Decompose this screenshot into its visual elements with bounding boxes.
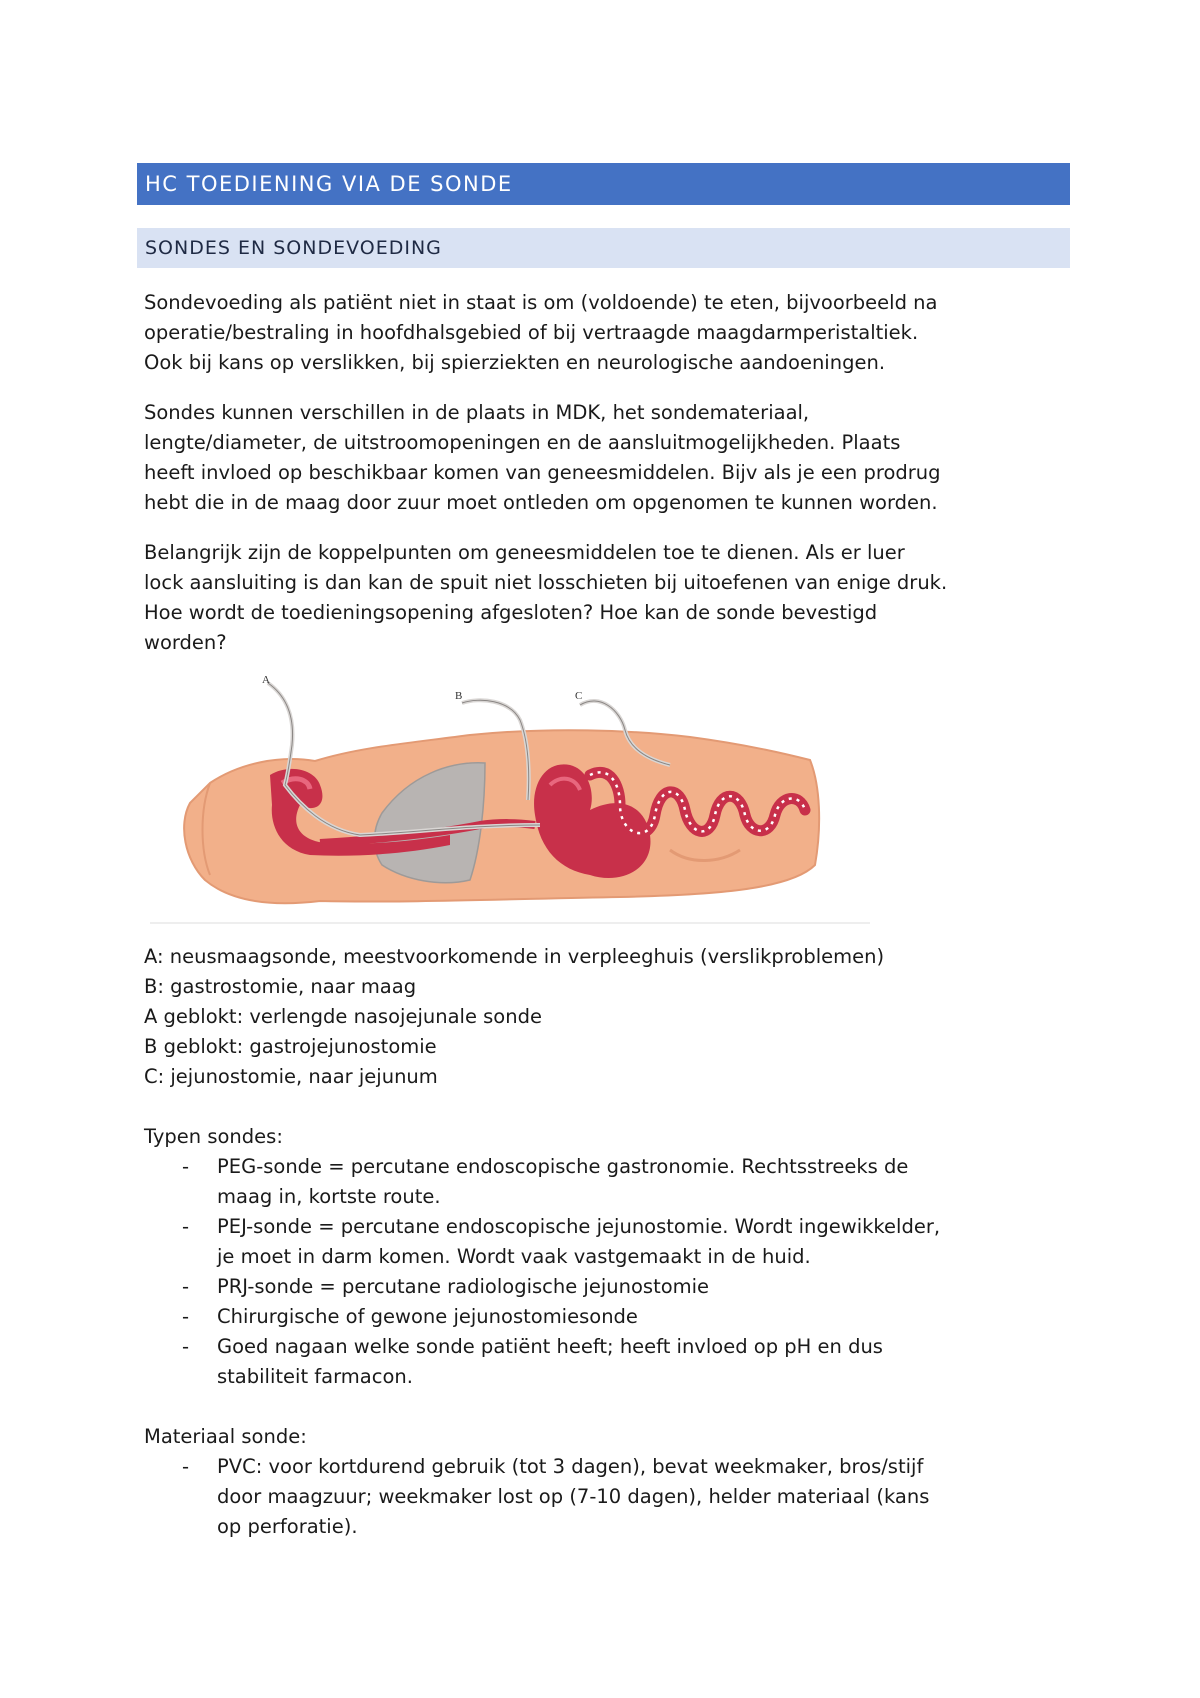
list-item (144, 1152, 1074, 1212)
bullet-dash: - (182, 1335, 190, 1358)
material-list (144, 1422, 1074, 1542)
list-item-line: PRJ-sonde = percutane radiologische jejunostomie (217, 1275, 710, 1298)
paragraph-1 (144, 288, 1074, 378)
types-list (144, 1122, 1074, 1392)
paragraph-line: operatie/bestraling in hoofdhalsgebied of bij vertraagde maagdarmperistaltiek. (144, 321, 919, 344)
paragraph-line: lock aansluiting is dan kan de spuit niet losschieten bij uitoefenen van enige druk. (144, 571, 948, 594)
paragraph-line: lengte/diameter, de uitstroomopeningen en de aansluitmogelijkheden. Plaats (144, 431, 901, 454)
heading-1: HC TOEDIENING VIA DE SONDE (137, 163, 1070, 205)
label-c: C (575, 690, 583, 702)
paragraph-line: worden? (144, 631, 227, 654)
bullet-dash: - (182, 1305, 190, 1328)
list-item-line: Goed nagaan welke sonde patiënt heeft; heeft invloed op pH en dus (217, 1335, 883, 1358)
list-item (144, 1272, 1074, 1302)
list-item-line: door maagzuur; weekmaker lost op (7-10 dagen), helder materiaal (kans (217, 1485, 930, 1508)
list-item-line: je moet in darm komen. Wordt vaak vastgemaakt in de huid. (217, 1245, 811, 1268)
bullet-dash: - (182, 1155, 190, 1178)
label-a: A (262, 675, 270, 686)
bullet-dash: - (182, 1275, 190, 1298)
legend-line: A: neusmaagsonde, meestvoorkomende in verpleeghuis (verslikproblemen) (144, 945, 885, 968)
legend-line: C: jejunostomie, naar jejunum (144, 1065, 438, 1088)
list-item (144, 1452, 1074, 1542)
paragraph-line: heeft invloed op beschikbaar komen van geneesmiddelen. Bijv als je een prodrug (144, 461, 941, 484)
heading-2: SONDES EN SONDEVOEDING (137, 228, 1070, 268)
legend-line: B: gastrostomie, naar maag (144, 975, 417, 998)
label-b: B (455, 690, 463, 702)
legend-line: B geblokt: gastrojejunostomie (144, 1035, 437, 1058)
figure-legend (144, 942, 1074, 1092)
paragraph-line: Sondevoeding als patiënt niet in staat is om (voldoende) te eten, bijvoorbeeld na (144, 291, 938, 314)
paragraph-2 (144, 398, 1074, 518)
list-item-line: PVC: voor kortdurend gebruik (tot 3 dagen), bevat weekmaker, bros/stijf (217, 1455, 924, 1478)
paragraph-line: Hoe wordt de toedieningsopening afgesloten? Hoe kan de sonde bevestigd (144, 601, 878, 624)
paragraph-line: Belangrijk zijn de koppelpunten om geneesmiddelen toe te dienen. Als er luer (144, 541, 905, 564)
list-item-line: op perforatie). (217, 1515, 358, 1538)
paragraph-line: Ook bij kans op verslikken, bij spierziekten en neurologische aandoeningen. (144, 351, 886, 374)
paragraph-3 (144, 538, 1074, 658)
paragraph-line: hebt die in de maag door zuur moet ontleden om opgenomen te kunnen worden. (144, 491, 938, 514)
paragraph-line: Sondes kunnen verschillen in de plaats in MDK, het sondemateriaal, (144, 401, 810, 424)
bullet-dash: - (182, 1455, 190, 1478)
list-item (144, 1212, 1074, 1272)
material-title: Materiaal sonde: (144, 1425, 307, 1448)
legend-line: A geblokt: verlengde nasojejunale sonde (144, 1005, 542, 1028)
list-item-line: PEJ-sonde = percutane endoscopische jejunostomie. Wordt ingewikkelder, (217, 1215, 941, 1238)
list-item-line: maag in, kortste route. (217, 1185, 441, 1208)
list-item (144, 1332, 1074, 1392)
feeding-tube-illustration (150, 675, 870, 925)
list-item-line: stabiliteit farmacon. (217, 1365, 413, 1388)
list-item (144, 1302, 1074, 1332)
list-item-line: Chirurgische of gewone jejunostomiesonde (217, 1305, 638, 1328)
types-title: Typen sondes: (144, 1125, 283, 1148)
bullet-dash: - (182, 1215, 190, 1238)
list-item-line: PEG-sonde = percutane endoscopische gastronomie. Rechtsstreeks de (217, 1155, 909, 1178)
